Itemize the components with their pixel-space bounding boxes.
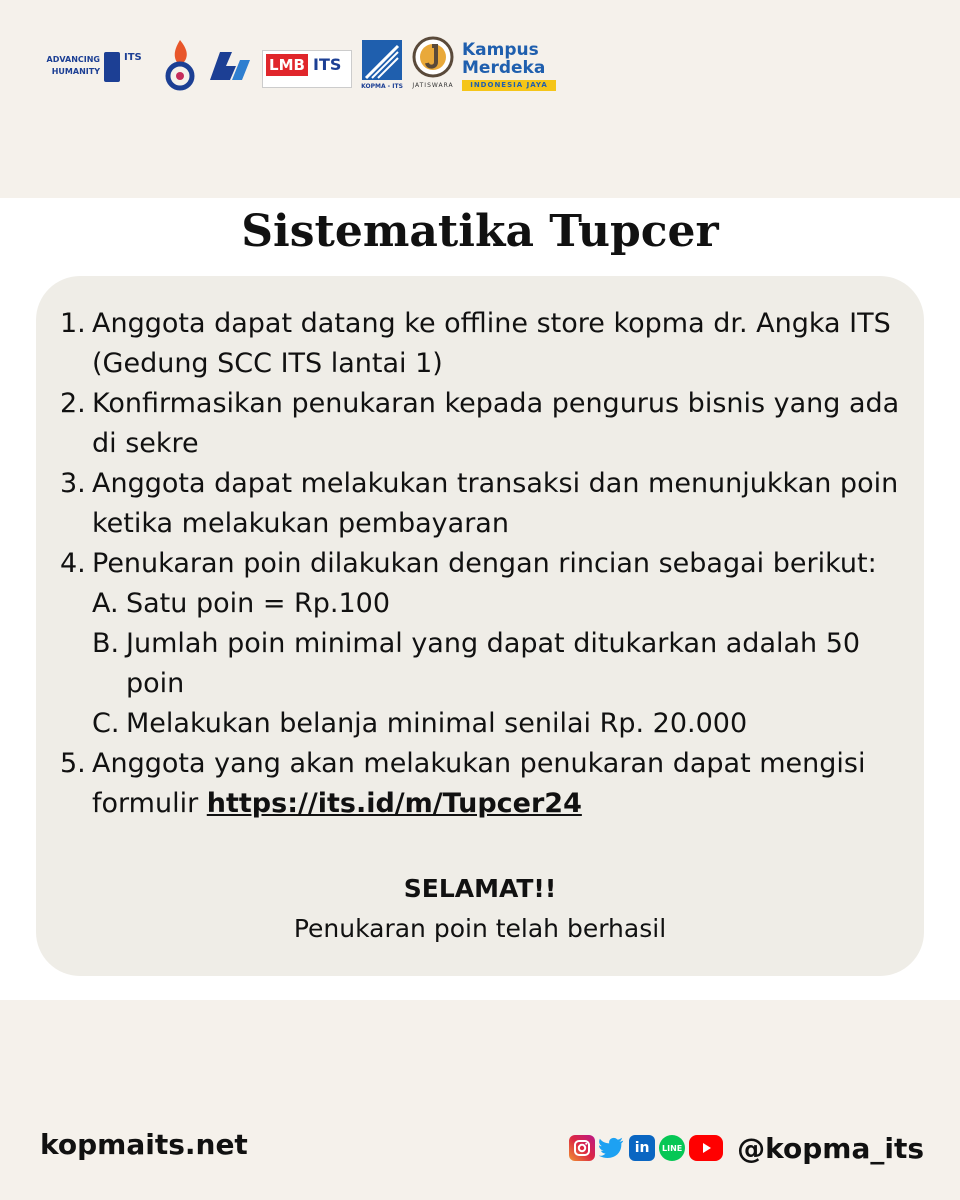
- sub-text: Jumlah poin minimal yang dapat ditukarkan adalah 50 poin: [126, 628, 861, 699]
- step-number: 2.: [60, 388, 86, 419]
- kampus-merdeka-line1: Kampus: [462, 40, 539, 60]
- website-link[interactable]: kopmaits.net: [40, 1128, 248, 1161]
- list-item: [60, 384, 920, 464]
- page-title: Sistematika Tupcer: [241, 206, 719, 257]
- step-number: 1.: [60, 308, 86, 339]
- step-text: [92, 744, 920, 824]
- closing-subtitle: Penukaran poin telah berhasil: [293, 914, 667, 943]
- twitter-icon[interactable]: [599, 1135, 625, 1161]
- kampus-merdeka-sub: INDONESIA JAYA: [462, 80, 556, 91]
- youtube-icon[interactable]: [689, 1135, 723, 1161]
- step-text: Konfirmasikan penukaran kepada pengurus bisnis yang ada di sekre: [92, 388, 900, 459]
- steps-list: [60, 304, 920, 824]
- its-logo: [40, 50, 160, 90]
- its-emblem: [104, 52, 120, 82]
- jatiswara-label: JATISWARA: [412, 82, 454, 89]
- sub-letter: A.: [92, 588, 119, 619]
- g5-logo: [206, 46, 252, 86]
- closing-title: SELAMAT!!: [403, 874, 557, 903]
- gear-flame-logo: [164, 38, 196, 94]
- social-links: [569, 1128, 924, 1168]
- step-number: 4.: [60, 548, 86, 579]
- step-text: Penukaran poin dilakukan dengan rincian sebagai berikut:: [92, 548, 877, 579]
- lmb-its-logo: [262, 50, 352, 88]
- form-link[interactable]: https://its.id/m/Tupcer24: [206, 788, 582, 819]
- list-item: [92, 624, 920, 704]
- header-band: [0, 0, 960, 198]
- step-number: 5.: [60, 748, 86, 779]
- list-item: [92, 584, 920, 624]
- list-item: [92, 704, 920, 744]
- sub-text: Satu poin = Rp.100: [126, 588, 391, 619]
- step-number: 3.: [60, 468, 86, 499]
- step-text: Anggota dapat datang ke offline store kopma dr. Angka ITS (Gedung SCC ITS lantai 1): [92, 308, 891, 379]
- its-tagline: ADVANCING HUMANITY: [46, 55, 100, 76]
- sub-letter: B.: [92, 628, 120, 659]
- sub-letter: C.: [92, 708, 120, 739]
- linkedin-icon[interactable]: in: [629, 1135, 655, 1161]
- jatiswara-logo: [412, 36, 454, 98]
- instagram-icon[interactable]: [569, 1135, 595, 1161]
- step-text-body: Anggota yang akan melakukan penukaran dapat mengisi formulir: [92, 748, 866, 819]
- lmb-text: LMB: [266, 54, 308, 76]
- point-details: [92, 584, 920, 744]
- list-item: [60, 744, 920, 824]
- line-icon[interactable]: LINE: [659, 1135, 685, 1161]
- kampus-merdeka-logo: [462, 40, 562, 96]
- instructions-card: [36, 276, 924, 976]
- step-text: Anggota dapat melakukan transaksi dan menunjukkan poin ketika melakukan pembayaran: [92, 468, 899, 539]
- kopma-label: KOPMA - ITS: [361, 83, 403, 90]
- sub-text: Melakukan belanja minimal senilai Rp. 20.000: [126, 708, 748, 739]
- lmb-its-text: ITS: [313, 55, 342, 74]
- its-name: ITS: [124, 52, 142, 63]
- social-handle[interactable]: @kopma_its: [737, 1131, 924, 1165]
- list-item: [60, 304, 920, 384]
- kopma-its-logo: [360, 38, 404, 94]
- footer-band: [0, 1000, 960, 1200]
- list-item: [60, 544, 920, 584]
- list-item: [60, 464, 920, 544]
- kampus-merdeka-line2: Merdeka: [462, 58, 546, 78]
